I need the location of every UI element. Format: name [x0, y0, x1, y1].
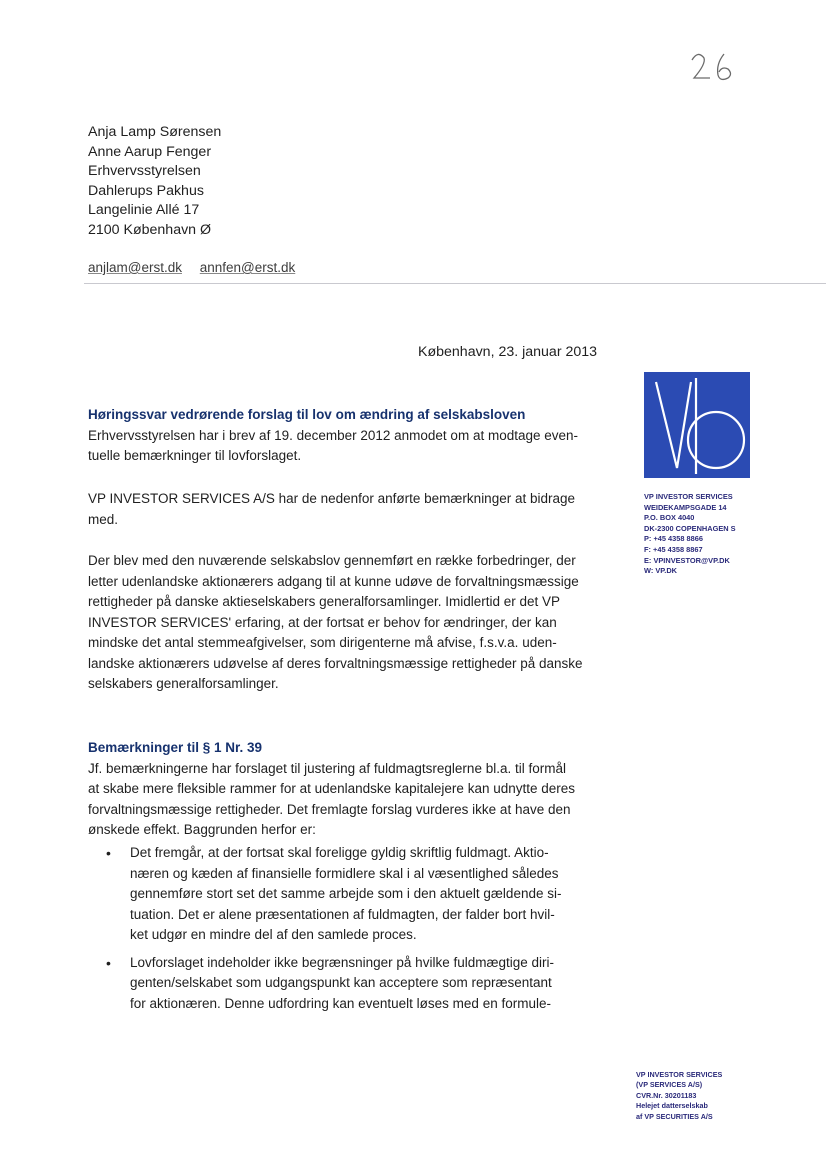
paragraph-2 — [88, 489, 618, 530]
bullet-line: Det fremgår, at der fortsat skal foreligge gyldig skriftlig fuldmagt. Aktio- — [130, 845, 549, 860]
recipient-line: Dahlerups Pakhus — [88, 182, 204, 199]
letter-heading: Høringssvar vedrørende forslag til lov om ændring af selskabsloven — [88, 407, 526, 422]
footer-line: CVR.Nr. 30201183 — [636, 1090, 697, 1100]
recipient-address — [88, 123, 221, 240]
recipient-line: Langelinie Allé 17 — [88, 202, 200, 218]
recipient-emails — [88, 260, 295, 275]
bullet-icon: • — [106, 845, 111, 861]
recipient-line: Erhvervsstyrelsen — [88, 163, 201, 179]
bullet-icon: • — [106, 954, 111, 971]
sender-line: P.O. BOX 4040 — [644, 513, 695, 523]
vp-logo — [644, 372, 750, 478]
bullet-line: genten/selskabet som udgangspunkt kan acceptere som repræsentant — [130, 975, 552, 990]
paragraph-3 — [88, 551, 618, 695]
paragraph-line: forvaltningsmæssige rettigheder. Det fremlagte forslag vurderes ikke at have den — [88, 801, 571, 817]
sender-info — [644, 492, 736, 577]
letter-date: København, 23. januar 2013 — [418, 344, 598, 360]
bullet-item — [88, 953, 628, 1015]
paragraph-line: rettigheder på danske aktieselskabers generalforsamlinger. Imidlertid er det VP — [88, 594, 560, 609]
footer-line: af VP SECURITIES A/S — [636, 1111, 713, 1121]
letter-intro — [88, 405, 618, 467]
sender-line: E: VPINVESTOR@VP.DK — [644, 555, 730, 565]
paragraph-line: ønskede effekt. Baggrunden herfor er: — [88, 822, 316, 837]
sender-line: W: VP.DK — [644, 566, 677, 576]
paragraph-line: at skabe mere fleksible rammer for at udenlandske kapitalejere kan udnytte deres — [88, 781, 576, 796]
bullet-list — [88, 843, 628, 1021]
sender-line: WEIDEKAMPSGADE 14 — [644, 502, 727, 512]
paragraph-line: Erhvervsstyrelsen har i brev af 19. december 2012 anmodet om at modtage even- — [88, 427, 579, 443]
sender-line: P: +45 4358 8866 — [644, 534, 703, 544]
header-divider — [84, 283, 826, 284]
section-title: Bemærkninger til § 1 Nr. 39 — [88, 740, 263, 755]
paragraph-line: med. — [88, 511, 119, 527]
bullet-line: for aktionæren. Denne udfordring kan eventuelt løses med en formule- — [130, 995, 551, 1011]
paragraph-line: Jf. bemærkningerne har forslaget til justering af fuldmagtsreglerne bl.a. til formål — [88, 760, 566, 776]
bullet-line: Lovforslaget indeholder ikke begrænsninger på hvilke fuldmægtige diri- — [130, 954, 554, 970]
sender-line: VP INVESTOR SERVICES — [644, 492, 733, 501]
bullet-line: ket udgør en mindre del af den samlede proces. — [130, 927, 417, 942]
paragraph-line: Der blev med den nuværende selskabslov gennemført en række forbedringer, der — [88, 553, 576, 568]
paragraph-line: mindske det antal stemmeafgivelser, som dirigenterne må afvise, f.s.v.a. uden- — [88, 635, 557, 650]
handwritten-page-number — [688, 48, 748, 84]
email-link[interactable]: anjlam@erst.dk — [88, 260, 182, 275]
footer-line: Helejet datterselskab — [636, 1101, 708, 1111]
footer-line: (VP SERVICES A/S) — [636, 1080, 703, 1090]
section-remarks — [88, 738, 618, 841]
paragraph-line: landske aktionærers udøvelse af deres forvaltningsmæssige rettigheder på danske — [88, 655, 583, 671]
sender-line: DK-2300 COPENHAGEN S — [644, 523, 736, 533]
paragraph-line: letter udenlandske aktionærers adgang til at kunne udøve de forvaltningsmæssige — [88, 573, 579, 589]
recipient-line: 2100 København Ø — [88, 221, 212, 238]
bullet-item — [88, 843, 628, 946]
recipient-line: Anja Lamp Sørensen — [88, 124, 222, 140]
bullet-line: næren og kæden af finansielle formidlere skal i al væsentlighed således — [130, 865, 559, 881]
email-link[interactable]: annfen@erst.dk — [199, 260, 296, 275]
paragraph-line: selskabers generalforsamlinger. — [88, 676, 279, 691]
paragraph-line: tuelle bemærkninger til lovforslaget. — [88, 448, 302, 463]
footer-line: VP INVESTOR SERVICES — [636, 1070, 723, 1079]
recipient-line: Anne Aarup Fenger — [88, 143, 212, 160]
sender-line: F: +45 4358 8867 — [644, 544, 703, 554]
footer-company-info — [636, 1070, 722, 1122]
paragraph-line: VP INVESTOR SERVICES A/S har de nedenfor anførte bemærkninger at bidrage — [88, 491, 576, 506]
paragraph-line: INVESTOR SERVICES' erfaring, at der fortsat er behov for ændringer, der kan — [88, 614, 557, 630]
bullet-line: tuation. Det er alene præsentationen af fuldmagten, der falder bort hvil- — [130, 906, 555, 922]
bullet-line: gennemføre stort set det samme arbejde som i den aktuelt gældende si- — [130, 886, 562, 901]
